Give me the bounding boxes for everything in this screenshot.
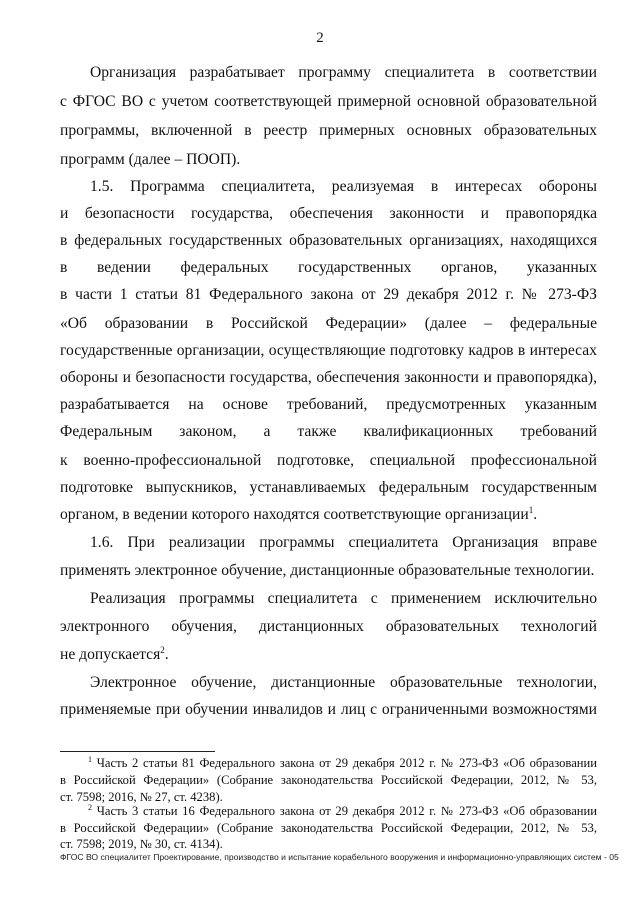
body-line: Организация разрабатывает программу специалитета в соответствии xyxy=(90,64,597,81)
body-line: подготовке выпускников, устанавливаемых федеральным государственным xyxy=(60,479,597,496)
body-line: 1.5. Программа специалитета, реализуемая в интересах обороны xyxy=(90,178,597,195)
body-line: в федеральных государственных образовательных организациях, находящихся xyxy=(60,232,597,249)
body-line: государственные организации, осуществляющие подготовку кадров в интересах xyxy=(60,342,597,359)
body-line: программ (далее – ПООП). xyxy=(60,151,241,168)
footnote-line: $^2$ Часть 3 статьи 16 Федерального закона от 29 декабря 2012 г. № 273-ФЗ «Об образовании xyxy=(88,802,598,818)
body-line: «Об образовании в Российской Федерации» (далее – федеральные xyxy=(60,315,597,332)
body-line: не допускается$^2$. xyxy=(60,644,169,663)
footnote-line: в Российской Федерации» (Собрание законодательства Российской Федерации, 2012, № 53, xyxy=(60,773,597,787)
body-line: разрабатывается на основе требований, предусмотренных указанным xyxy=(60,396,597,413)
body-line: применять электронное обучение, дистанционные образовательные технологии. xyxy=(60,562,595,579)
footnote-mark: 2 xyxy=(88,802,92,812)
body-line: в ведении федеральных государственных органов, указанных xyxy=(60,259,597,276)
body-line: программы, включенной в реестр примерных основных образовательных xyxy=(60,122,597,139)
footnote-ref: 1 xyxy=(528,504,534,515)
footnote-separator xyxy=(60,751,215,752)
body-line: и безопасности государства, обеспечения законности и правопорядка xyxy=(60,205,597,222)
page-footer: ФГОС ВО специалитет Проектирование, производство и испытание корабельного вооружения и информационно-управляющих систем - 05 xyxy=(60,852,619,862)
body-line: электронного обучения, дистанционных образовательных технологий xyxy=(60,618,597,635)
footnote-line: ст. 7598; 2019, № 30, ст. 4134). xyxy=(60,837,223,851)
footnote-line: $^1$ Часть 2 статьи 81 Федерального закона от 29 декабря 2012 г. № 273-ФЗ «Об образовании xyxy=(88,754,598,770)
body-line: органом, в ведении которого находятся соответствующие организации$^1$. xyxy=(60,504,538,523)
body-line: применяемые при обучении инвалидов и лиц с ограниченными возможностями xyxy=(60,701,597,718)
body-line: 1.6. При реализации программы специалитета Организация вправе xyxy=(90,534,597,551)
footnote-ref: 2 xyxy=(160,644,165,655)
body-line: Федеральным законом, а также квалификационных требований xyxy=(60,423,597,440)
page-number: 2 xyxy=(316,30,324,46)
footnote-line: в Российской Федерации» (Собрание законодательства Российской Федерации, 2012, № 53, xyxy=(60,821,597,835)
body-line: обороны и безопасности государства, обеспечения законности и правопорядка), xyxy=(60,369,597,386)
body-line: в части 1 статьи 81 Федерального закона от 29 декабря 2012 г. № 273-ФЗ xyxy=(60,286,597,303)
body-line: с ФГОС ВО с учетом соответствующей примерной основной образовательной xyxy=(60,93,597,110)
body-line: к военно-профессиональной подготовке, специальной профессиональной xyxy=(60,452,597,469)
body-line: Реализация программы специалитета с применением исключительно xyxy=(90,590,597,607)
footnote-line: ст. 7598; 2016, № 27, ст. 4238). xyxy=(60,790,223,804)
body-line: Электронное обучение, дистанционные образовательные технологии, xyxy=(90,674,597,691)
footnote-mark: 1 xyxy=(88,754,92,764)
